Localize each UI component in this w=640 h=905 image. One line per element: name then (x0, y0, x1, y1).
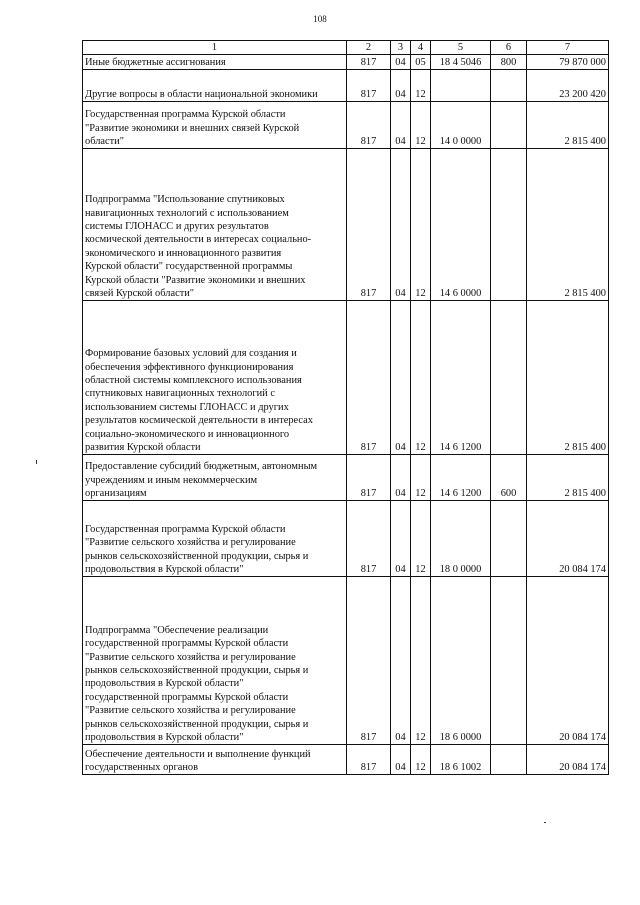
row-name: Обеспечение деятельности и выполнение функций государственных органов (83, 745, 347, 775)
cell-expense-type (491, 149, 527, 301)
cell-target-article: 14 6 0000 (431, 149, 491, 301)
cell-admin-code: 817 (347, 501, 391, 577)
cell-target-article: 18 6 1002 (431, 745, 491, 775)
table-row (83, 745, 609, 775)
cell-subsection: 12 (411, 149, 431, 301)
table-header-row (83, 41, 609, 55)
table-row (83, 70, 609, 102)
cell-admin-code: 817 (347, 102, 391, 149)
cell-section: 04 (391, 102, 411, 149)
cell-expense-type (491, 102, 527, 149)
cell-target-article: 18 0 0000 (431, 501, 491, 577)
cell-admin-code: 817 (347, 301, 391, 455)
cell-subsection: 12 (411, 102, 431, 149)
cell-admin-code: 817 (347, 149, 391, 301)
cell-expense-type (491, 70, 527, 102)
cell-amount: 20 084 174 (527, 745, 609, 775)
cell-target-article: 14 6 1200 (431, 301, 491, 455)
table-row (83, 55, 609, 70)
scan-speck (36, 460, 37, 464)
cell-section: 04 (391, 149, 411, 301)
cell-section: 04 (391, 55, 411, 70)
cell-section: 04 (391, 455, 411, 501)
cell-subsection: 12 (411, 70, 431, 102)
table-row (83, 301, 609, 455)
cell-amount: 20 084 174 (527, 501, 609, 577)
column-header: 7 (527, 41, 609, 55)
cell-amount: 2 815 400 (527, 149, 609, 301)
scan-speck (544, 822, 546, 823)
cell-expense-type (491, 745, 527, 775)
table-row (83, 577, 609, 745)
row-name: Предоставление субсидий бюджетным, автономным учреждениям и иным некоммерческим организациям (83, 455, 347, 501)
row-name: Подпрограмма "Обеспечение реализации государственной программы Курской области "Развитие сельского хозяйства и регулирование рынков сельскохозяйственной продукции, сырья и продовольствия в Курской области" государственной программы Курской области "Развитие сельского хозяйства и регулирование рынков сельскохозяйственной продукции, сырья и продовольствия в Курской области" (83, 577, 347, 745)
cell-admin-code: 817 (347, 745, 391, 775)
row-name: Подпрограмма "Использование спутниковых навигационных технологий с использованием системы ГЛОНАСС и других результатов космической деятельности в интересах социально- экономического и инновационного развития Курской области" государственной программы Курской области "Развитие экономики и внешних связей Курской области" (83, 149, 347, 301)
cell-admin-code: 817 (347, 455, 391, 501)
row-name: Государственная программа Курской области "Развитие экономики и внешних связей Курской области" (83, 102, 347, 149)
cell-section: 04 (391, 501, 411, 577)
cell-subsection: 12 (411, 501, 431, 577)
cell-expense-type (491, 501, 527, 577)
row-name: Государственная программа Курской области "Развитие сельского хозяйства и регулирование рынков сельскохозяйственной продукции, сырья и продовольствия в Курской области" (83, 501, 347, 577)
cell-target-article: 14 0 0000 (431, 102, 491, 149)
cell-expense-type (491, 577, 527, 745)
cell-section: 04 (391, 70, 411, 102)
cell-target-article (431, 70, 491, 102)
cell-amount: 2 815 400 (527, 102, 609, 149)
cell-amount: 2 815 400 (527, 455, 609, 501)
cell-admin-code: 817 (347, 70, 391, 102)
table-row (83, 455, 609, 501)
cell-amount: 20 084 174 (527, 577, 609, 745)
column-header: 6 (491, 41, 527, 55)
cell-section: 04 (391, 745, 411, 775)
cell-admin-code: 817 (347, 577, 391, 745)
table-row (83, 102, 609, 149)
table-row (83, 149, 609, 301)
cell-subsection: 05 (411, 55, 431, 70)
cell-expense-type: 600 (491, 455, 527, 501)
row-name: Иные бюджетные ассигнования (83, 55, 347, 70)
cell-target-article: 18 6 0000 (431, 577, 491, 745)
cell-amount: 2 815 400 (527, 301, 609, 455)
column-header: 3 (391, 41, 411, 55)
cell-subsection: 12 (411, 455, 431, 501)
column-header: 1 (83, 41, 347, 55)
cell-target-article: 14 6 1200 (431, 455, 491, 501)
cell-subsection: 12 (411, 301, 431, 455)
cell-subsection: 12 (411, 745, 431, 775)
column-header: 2 (347, 41, 391, 55)
cell-subsection: 12 (411, 577, 431, 745)
budget-table (82, 40, 609, 775)
table-row (83, 501, 609, 577)
cell-amount: 79 870 000 (527, 55, 609, 70)
cell-admin-code: 817 (347, 55, 391, 70)
cell-expense-type: 800 (491, 55, 527, 70)
row-name: Формирование базовых условий для создания и обеспечения эффективного функционирования областной системы комплексного использования спутниковых навигационных технологий с использованием системы ГЛОНАСС и других результатов космической деятельности в интересах социально-экономического и инновационного развития Курской области (83, 301, 347, 455)
cell-expense-type (491, 301, 527, 455)
page-number: 108 (313, 14, 327, 24)
column-header: 4 (411, 41, 431, 55)
cell-section: 04 (391, 577, 411, 745)
cell-target-article: 18 4 5046 (431, 55, 491, 70)
cell-amount: 23 200 420 (527, 70, 609, 102)
row-name: Другие вопросы в области национальной экономики (83, 70, 347, 102)
column-header: 5 (431, 41, 491, 55)
cell-section: 04 (391, 301, 411, 455)
